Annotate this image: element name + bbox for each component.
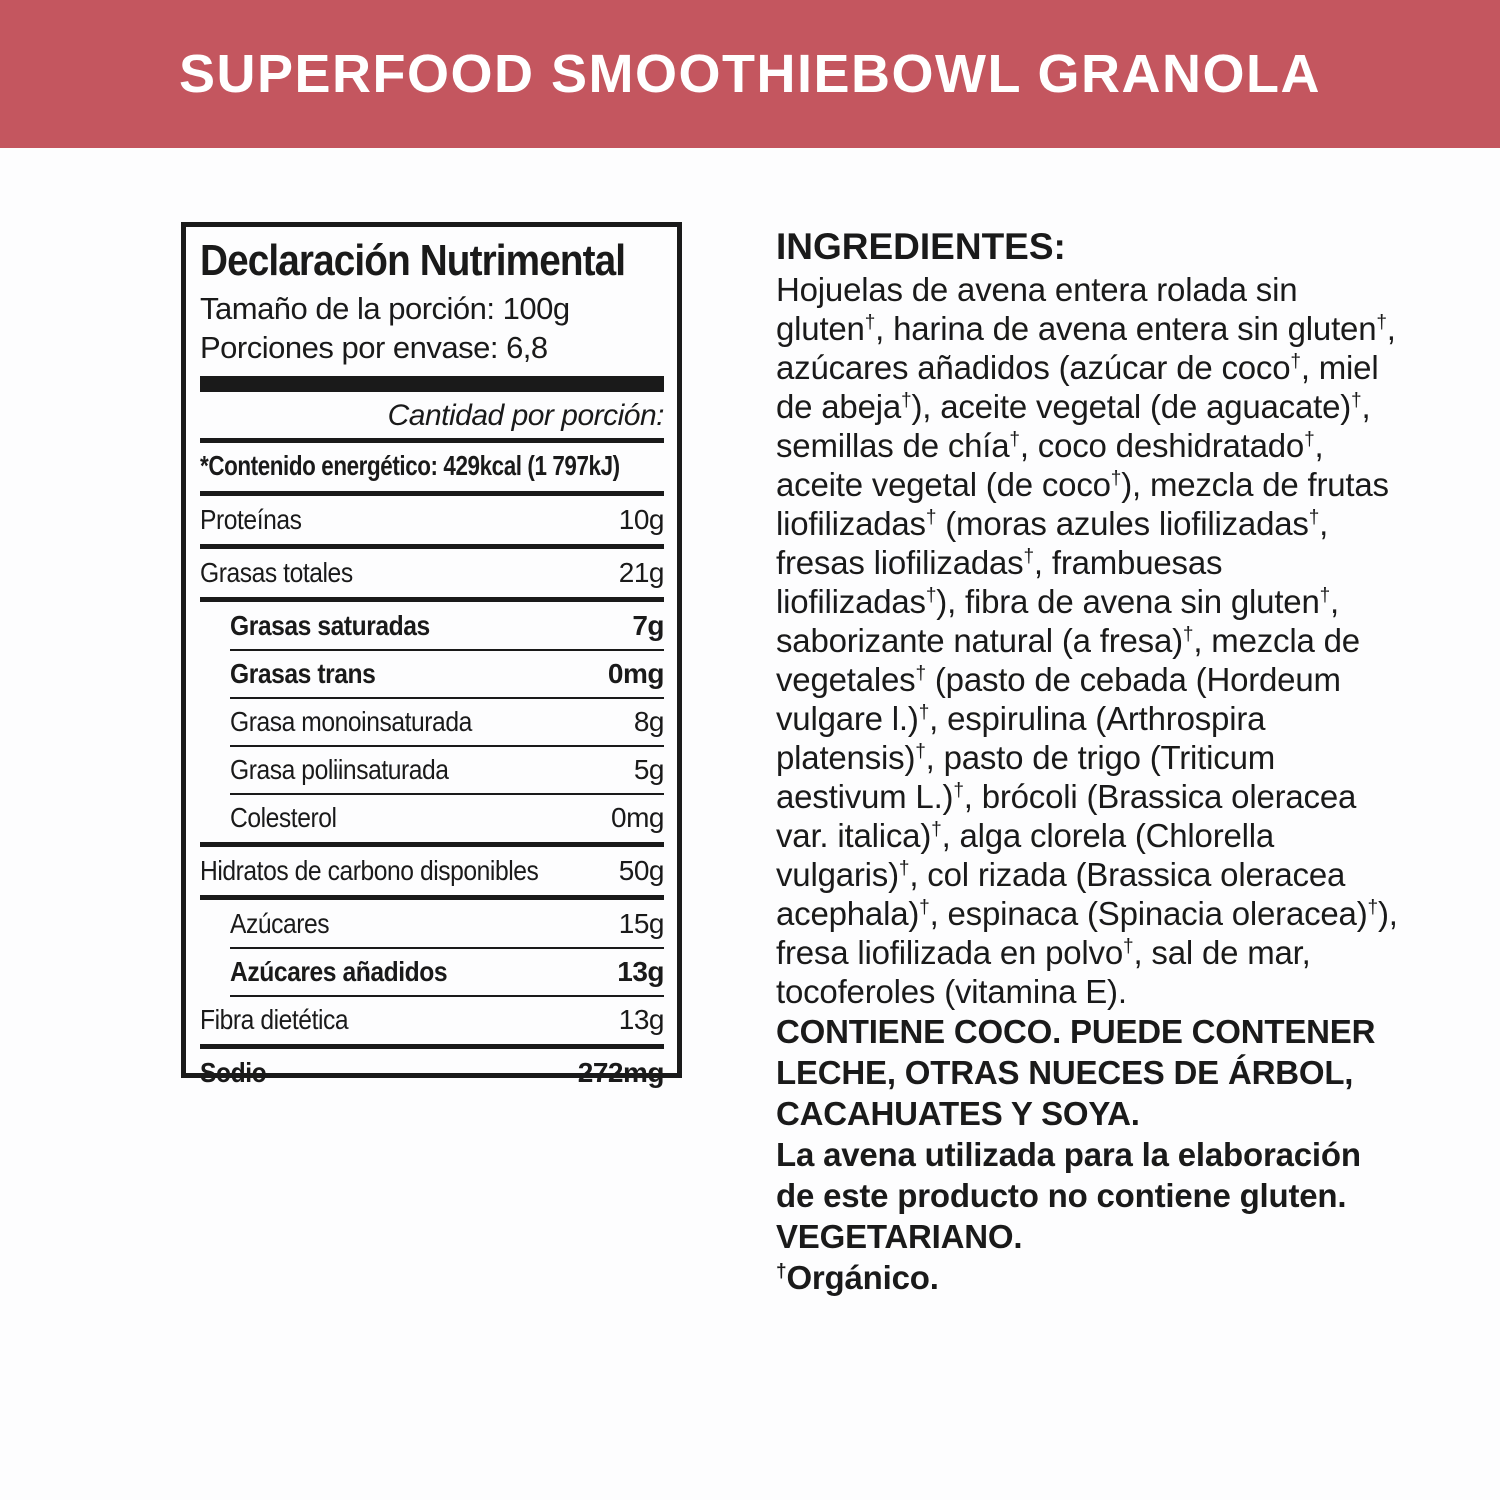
servings-per-package: Porciones por envase: 6,8 bbox=[200, 330, 548, 365]
nutrient-label: Grasa poliinsaturada bbox=[230, 754, 449, 785]
divider bbox=[200, 842, 664, 847]
divider bbox=[230, 649, 664, 651]
nutrient-label: Grasas saturadas bbox=[230, 610, 430, 641]
divider bbox=[200, 1044, 664, 1049]
divider bbox=[200, 491, 664, 496]
nutrient-label: Hidratos de carbono disponibles bbox=[200, 855, 539, 886]
divider bbox=[230, 995, 664, 997]
divider bbox=[200, 597, 664, 602]
nutrient-label: Colesterol bbox=[230, 802, 337, 833]
nutrient-label: Grasa monoinsaturada bbox=[230, 706, 472, 737]
organic-footnote: †Orgánico. bbox=[776, 1259, 939, 1296]
nutrient-value: 272mg bbox=[577, 1057, 664, 1088]
divider bbox=[230, 697, 664, 699]
nutrition-row bbox=[200, 797, 664, 839]
nutrition-row bbox=[200, 951, 664, 993]
nutrient-value: 8g bbox=[633, 706, 664, 737]
nutrition-row bbox=[200, 749, 664, 791]
nutrition-row bbox=[200, 999, 664, 1041]
product-title: SUPERFOOD SMOOTHIEBOWL GRANOLA bbox=[178, 44, 1321, 104]
nutrient-value: 10g bbox=[618, 504, 664, 535]
nutrient-value: 50g bbox=[618, 855, 664, 886]
serving-size: Tamaño de la porción: 100g bbox=[200, 291, 570, 326]
nutrient-label: Azúcares añadidos bbox=[230, 956, 448, 987]
allergen-statement: CONTIENE COCO. PUEDE CONTENER LECHE, OTRAS NUECES DE ÁRBOL, CACAHUATES Y SOYA. bbox=[776, 1013, 1376, 1132]
nutrient-label: Grasas trans bbox=[230, 658, 376, 689]
nutrient-value: 5g bbox=[633, 754, 664, 785]
energy-content-text: *Contenido energético: 429kcal (1 797kJ) bbox=[200, 450, 620, 481]
nutrition-row bbox=[200, 850, 664, 892]
divider bbox=[200, 544, 664, 549]
nutrient-value: 7g bbox=[632, 610, 664, 641]
energy-content bbox=[200, 446, 664, 488]
nutrition-row bbox=[200, 701, 664, 743]
nutrient-label: Sodio bbox=[200, 1057, 267, 1088]
nutrient-value: 15g bbox=[618, 908, 664, 939]
nutrient-value: 13g bbox=[618, 1004, 664, 1035]
nutrient-label: Grasas totales bbox=[200, 557, 353, 588]
nutrition-facts-panel bbox=[181, 222, 682, 1088]
divider bbox=[200, 895, 664, 900]
separator-bar bbox=[200, 376, 664, 392]
nutrient-value: 0mg bbox=[607, 658, 664, 689]
nutrition-title bbox=[200, 235, 664, 289]
nutrient-label: Proteínas bbox=[200, 504, 302, 535]
divider bbox=[230, 745, 664, 747]
nutrition-row bbox=[200, 605, 664, 647]
title-banner bbox=[0, 0, 1500, 148]
nutrient-label: Azúcares bbox=[230, 908, 330, 939]
gluten-statement: La avena utilizada para la elaboración de este producto no contiene gluten. bbox=[776, 1136, 1361, 1214]
amount-per-serving: Cantidad por porción: bbox=[387, 399, 664, 432]
divider bbox=[230, 947, 664, 949]
nutrition-row bbox=[200, 903, 664, 945]
nutrition-row bbox=[200, 499, 664, 541]
nutrition-row bbox=[200, 1052, 664, 1094]
vegetarian-statement: VEGETARIANO. bbox=[776, 1218, 1023, 1255]
divider bbox=[230, 793, 664, 795]
nutrition-title-text: Declaración Nutrimental bbox=[200, 236, 626, 285]
ingredients-list: Hojuelas de avena entera rolada sin gluten†, harina de avena entera sin gluten†, azúcares añadidos (azúcar de coco†, miel de abeja†), aceite vegetal (de aguacate)†, semillas de chía†, coco deshidratado†, aceite vegetal (de coco†), mezcla de frutas liofilizadas† (moras azules liofilizadas†, fresas liofilizadas†, frambuesas liofilizadas†), fibra de avena sin gluten†, saborizante natural (a fresa)†, mezcla de vegetales† (pasto de cebada (Hordeum vulgare l.)†, espirulina (Arthrospira platensis)†, pasto de trigo (Triticum aestivum L.)†, brócoli (Brassica oleracea var. italica)†, alga clorela (Chlorella vulgaris)†, col rizada (Brassica oleracea acephala)†, espinaca (Spinacia oleracea)†), fresa liofilizada en polvo†, sal de mar, tocoferoles (vitamina E). bbox=[776, 271, 1398, 1010]
nutrition-row bbox=[200, 653, 664, 695]
divider bbox=[200, 438, 664, 443]
nutrient-label: Fibra dietética bbox=[200, 1004, 349, 1035]
nutrition-row bbox=[200, 552, 664, 594]
nutrient-value: 21g bbox=[618, 557, 664, 588]
ingredients-section bbox=[776, 224, 1398, 1298]
ingredients-heading: INGREDIENTES: bbox=[776, 226, 1066, 267]
nutrient-value: 0mg bbox=[611, 802, 664, 833]
nutrient-value: 13g bbox=[617, 956, 664, 987]
